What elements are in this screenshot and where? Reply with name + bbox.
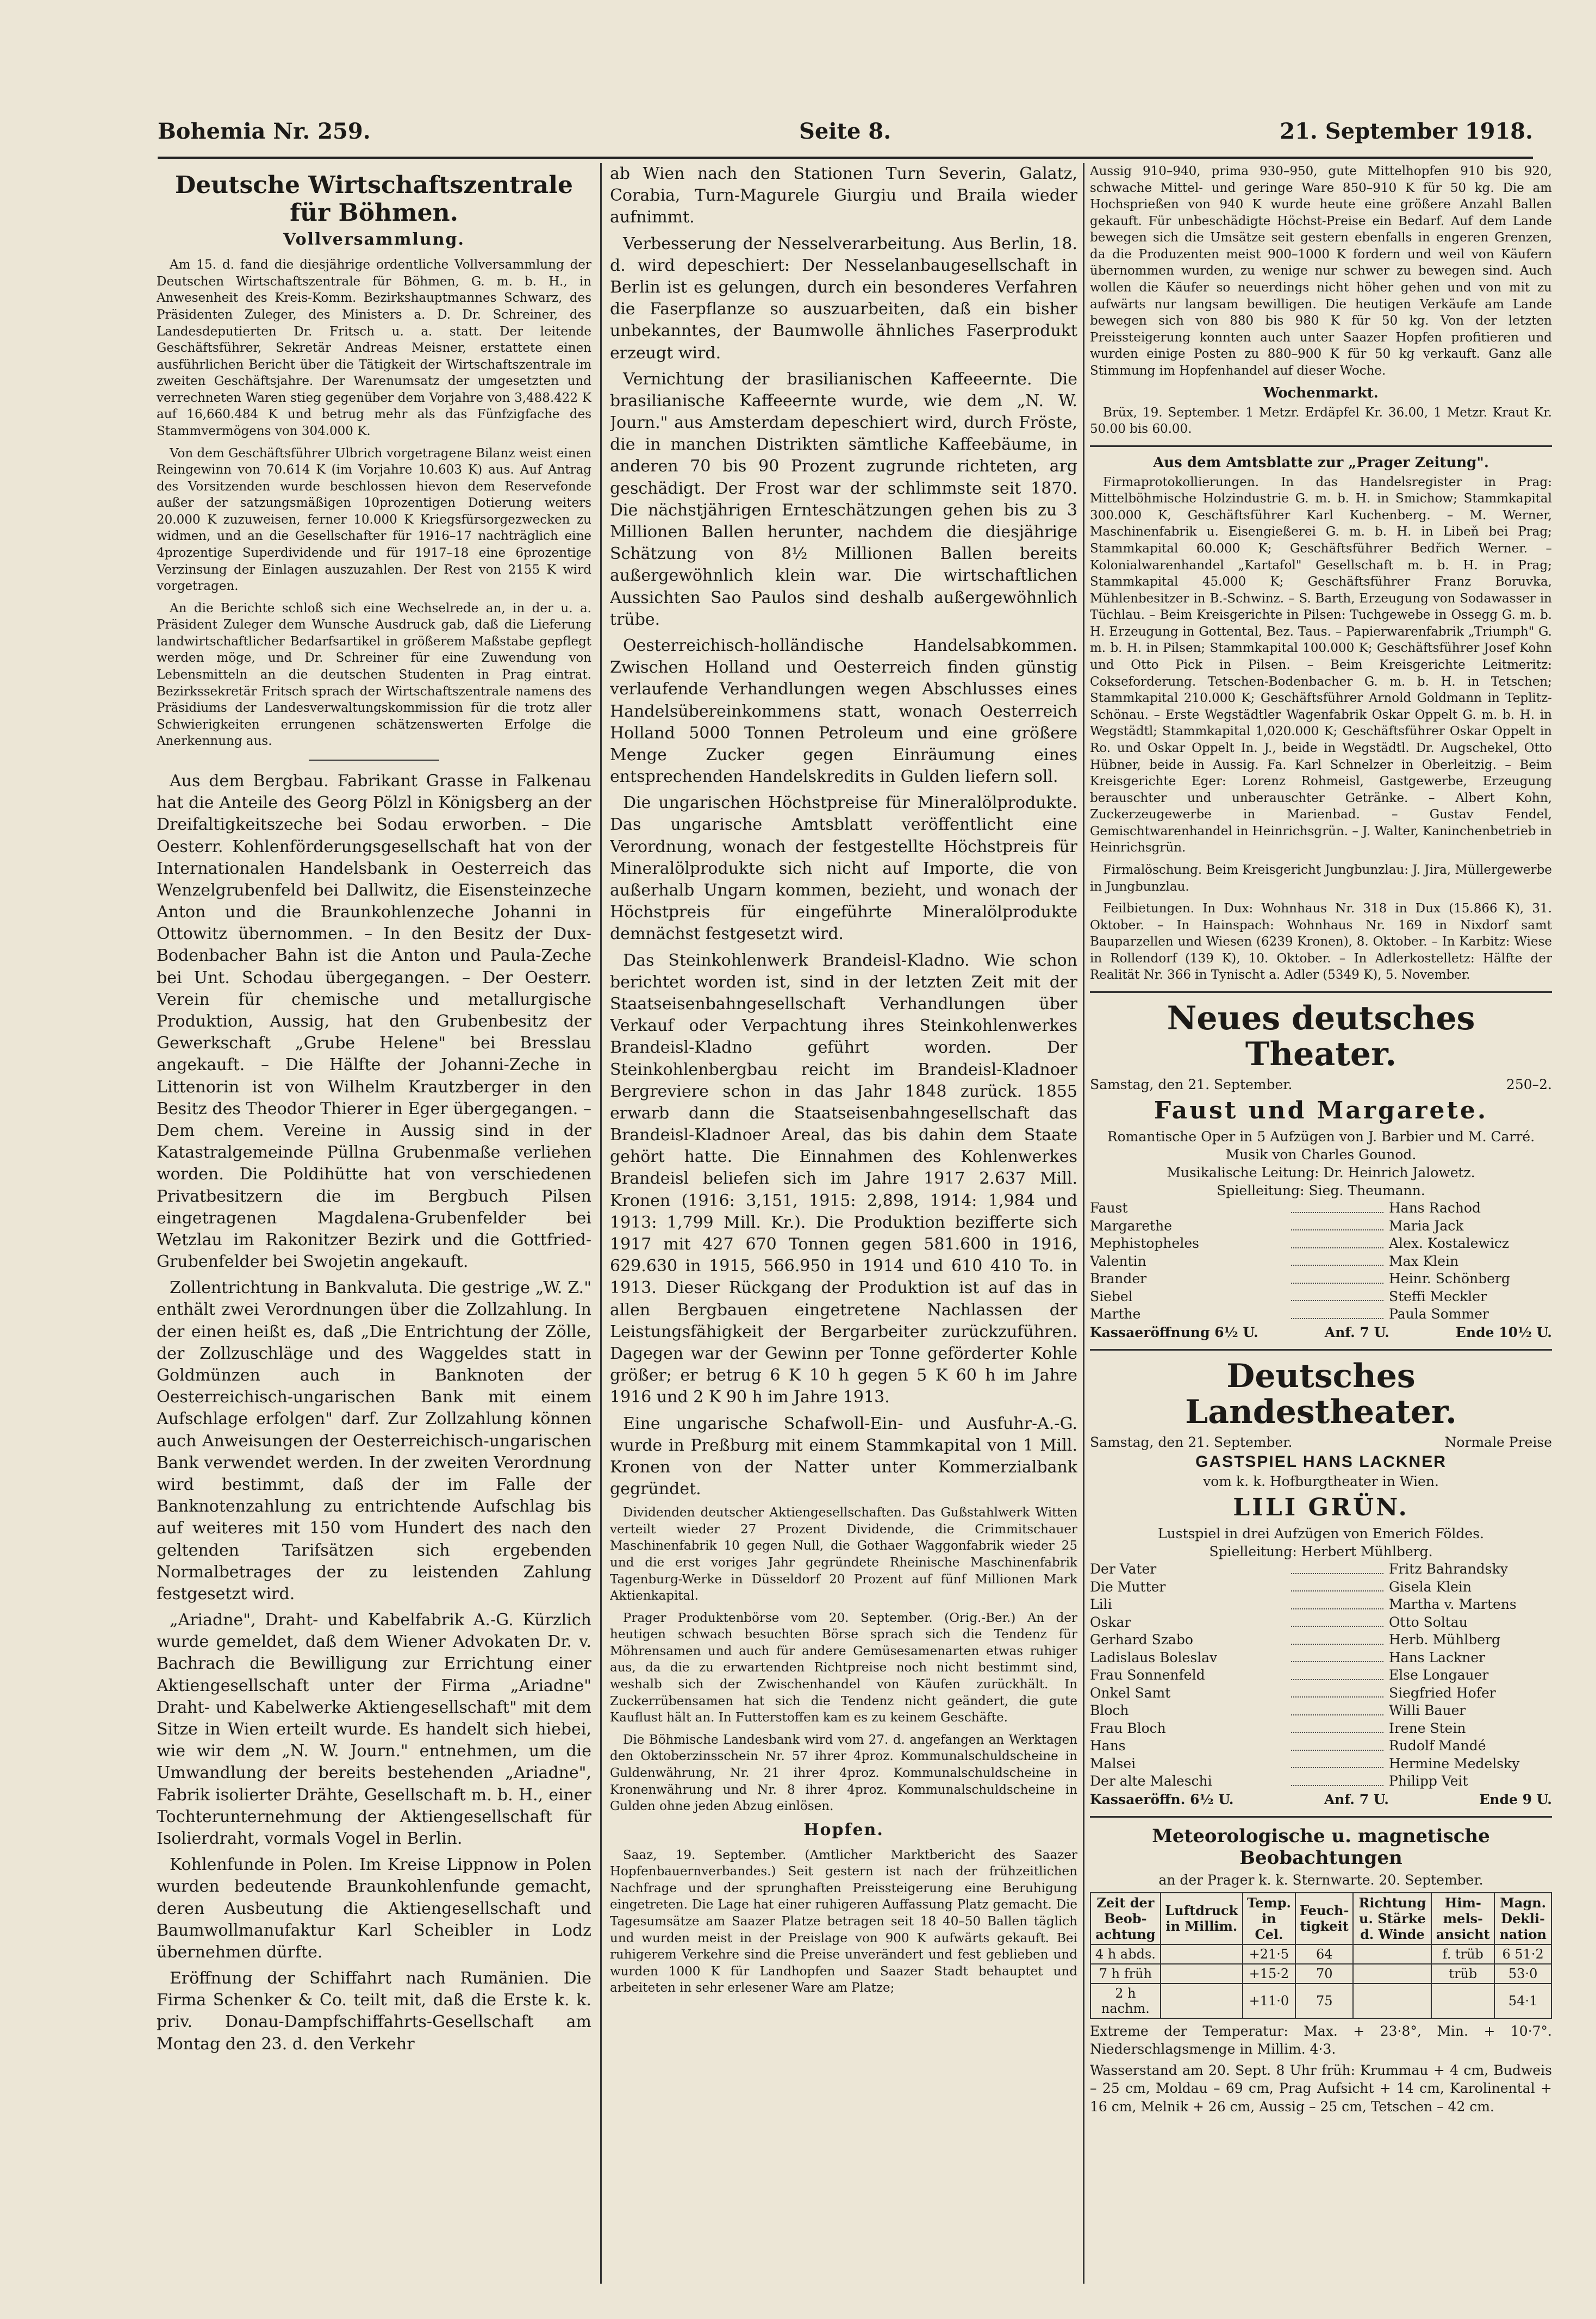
- theater-date-line: [1090, 1433, 1552, 1451]
- cast-actor: Martha v. Martens: [1389, 1596, 1517, 1613]
- column-rule: [600, 163, 602, 2284]
- performance-date: Samstag, den 21. September.: [1090, 1434, 1293, 1450]
- cast-row: [1090, 1684, 1552, 1702]
- weather-cell: 4 h abds.: [1090, 1944, 1161, 1964]
- weather-cell: 64: [1295, 1944, 1354, 1964]
- cast-actor: Hans Rachod: [1389, 1200, 1481, 1216]
- weather-cell: 75: [1295, 1984, 1354, 2018]
- news-item: Die ungarischen Höchstpreise für Mineralölprodukte. Das ungarische Amtsblatt veröffentlicht eine Verordnung, wonach der festgestellte Höchstpreis für Mineralölprodukte sich nicht auf Importe, die von außerhalb Ungarn kommen, bezieht, und wonach der Höchstpreis für eingeführte Mineralölprodukte demnächst festgesetzt wird.: [610, 793, 1077, 944]
- article-subhead: Vollversammlung.: [283, 230, 465, 250]
- separator: [309, 760, 439, 761]
- play-description: Romantische Oper in 5 Aufzügen von J. Barbier und M. Carré. Musik von Charles Gounod.: [1107, 1129, 1535, 1163]
- section-title: Wochenmarkt.: [1263, 384, 1379, 401]
- play-description: Lustspiel in drei Aufzügen von Emerich Földes.: [1158, 1526, 1484, 1542]
- cast-role: Frau Bloch: [1090, 1720, 1166, 1736]
- performance-date: Samstag, den 21. September.: [1090, 1077, 1293, 1093]
- column-2: [610, 163, 1077, 2289]
- weather-cell: trüb: [1431, 1964, 1494, 1984]
- cast-role: Siebel: [1090, 1288, 1133, 1304]
- news-item: Vernichtung der brasilianischen Kaffeeernte. Die brasilianische Kaffeeernte wurde, wie dem „N. W. Journ." aus Amsterdam depeschiert wird, durch Fröste, die in manchen Distrikten sämtliche Kaffeebäume, in anderen 70 bis 90 Prozent zugrunde richteten, arg geschädigt. Der Frost war der schlimmste seit 1870. Die nächstjährigen Ernteschätzungen gehen bis zu 3 Millionen Ballen herunter, nachdem die diesjährige Schätzung von 8½ Millionen Ballen bereits außergewöhnlich klein war. Die wirtschaftlichen Aussichten Sao Paulos sind deshalb außergewöhnlich trübe.: [610, 369, 1077, 629]
- news-item: Dividenden deutscher Aktiengesellschaften. Das Gußstahlwerk Witten verteilt wieder 27 Prozent Dividende, die Crimmitschauer Maschinenfabrik 10 gegen Null, die Gothaer Waggonfabrik wieder 25 und die erst voriges Jahr gegründete Rheinische Maschinenfabrik Tagenburg-Werke in Düsseldorf 20 Prozent auf fünf Millionen Mark Aktienkapital.: [610, 1506, 1077, 1603]
- cast-role: Oskar: [1090, 1614, 1131, 1630]
- cast-row: [1090, 1305, 1552, 1323]
- weather-header: Luftdruck in Millim.: [1161, 1893, 1243, 1944]
- separator: [1090, 445, 1552, 447]
- cast-actor: Paula Sommer: [1389, 1306, 1489, 1322]
- cast-role: Mephistopheles: [1090, 1235, 1199, 1252]
- cast-list: [1090, 1560, 1552, 1790]
- news-item: Oesterreichisch-holländische Handelsabkommen. Zwischen Holland und Oesterreich finden günstig verlaufende Verhandlungen wegen Abschlusses eines Handelsübereinkommens statt, wonach Oesterreich Holland 5000 Tonnen Petroleum und eine größere Menge Zucker gegen Einräumung eines entsprechenden Handelskredits in Gulden liefern soll.: [610, 636, 1077, 787]
- cast-role: Valentin: [1090, 1253, 1146, 1269]
- news-item: Verbesserung der Nesselverarbeitung. Aus Berlin, 18. d. wird depeschiert: Der Nesselanbaugesellschaft in Berlin ist es gelungen, durch ein besonderes Verfahren die Faserpflanze so auszuarbeiten, daß ein bisher unbekanntes, der Baumwolle ähnliches Faserprodukt erzeugt wird.: [610, 234, 1077, 363]
- weather-row: [1090, 1964, 1551, 1984]
- cast-actor: Gisela Klein: [1389, 1578, 1472, 1595]
- column-3: [1090, 163, 1552, 2289]
- cast-row: [1090, 1702, 1552, 1720]
- cast-row: [1090, 1235, 1552, 1253]
- weather-cell: [1161, 1964, 1243, 1984]
- news-item: Die Böhmische Landesbank wird vom 27. d. angefangen an Werktagen den Oktoberzinsschein Nr. 57 ihrer 4proz. Kommunalschuldscheine in Guldenwährung, Nr. 21 ihrer 4proz. Kommunalschuldscheine in Kronenwährung und Nr. 8 ihrer 4proz. Kommunalschuldscheine in Gulden ohne jeden Abzug einlösen.: [610, 1732, 1077, 1814]
- play-title: Faust und Margarete.: [1154, 1097, 1488, 1125]
- performance-number: 250–2.: [1506, 1077, 1552, 1093]
- end-time: Ende 9 U.: [1479, 1791, 1552, 1807]
- weather-note: Extreme der Temperatur: Max. + 23·8°, Min. + 10·7°. Niederschlagsmenge in Millim. 4·3.: [1090, 2023, 1552, 2057]
- cast-role: Onkel Samt: [1090, 1684, 1171, 1701]
- section-subhead: Hopfen.: [803, 1820, 884, 1839]
- cast-role: Die Mutter: [1090, 1578, 1166, 1595]
- weather-cell: [1353, 1944, 1431, 1964]
- weather-cell: +11·0: [1243, 1984, 1295, 2018]
- cast-row: [1090, 1773, 1552, 1790]
- news-item: Aussig 910–940, prima 930–950, gute Mittelhopfen 910 bis 920, schwache Mittel- und geringe Ware 850–910 K für 50 kg. Die am Hochsprießen von 940 K wurde heute eine größere Anzahl Ballen gekauft. Für unbeschädigte Höchst-Preise ein Bedarf. Auf dem Lande bewegen sich die Umsätze seit gestern ebenfalls in engeren Grenzen, da die Produzenten meist 900–1000 K fordern und weil von Käufern übernommen wurden, zu wenige nur schwer zu bewegen sind. Auch wollen die Käufer so neuerdings nicht höher gehen und von mit zu aufwärts nur langsam bewilligen. Die heutigen Verkäufe am Lande bewegen sich von 880 bis 980 K für 50 kg. Von der letzten Preissteigerung konnten auch unter Saazer Hopfen profitieren und wurden einige Posten zu 880–900 K für 50 kg verkauft. Ganz alle Stimmung im Hopfenhandel auf dieser Woche.: [1090, 164, 1552, 378]
- cast-actor: Hans Lackner: [1389, 1649, 1486, 1665]
- cast-row: [1090, 1614, 1552, 1632]
- weather-cell: [1353, 1964, 1431, 1984]
- guest-origin: vom k. k. Hofburgtheater in Wien.: [1203, 1474, 1439, 1490]
- cast-row: [1090, 1199, 1552, 1217]
- cast-row: [1090, 1217, 1552, 1235]
- guest-performance: GASTSPIEL HANS LACKNER: [1195, 1452, 1447, 1471]
- news-item: ab Wien nach den Stationen Turn Severin, Galatz, Corabia, Turn-Magurele Giurgiu und Braila wieder aufnimmt.: [610, 164, 1077, 227]
- box-office-time: Kassaeröffnung 6½ U.: [1090, 1324, 1258, 1340]
- news-item: Zollentrichtung in Bankvaluta. Die gestrige „W. Z." enthält zwei Verordnungen über die Zollzahlung. In der einen heißt es, daß „Die Entrichtung der Zölle, der Zollzuschläge und des Waggeldes statt in Goldmünzen auch in Banknoten der Oesterreichisch-ungarischen Bank mit einem Aufschlage erfolgen" darf. Zur Zollzahlung können auch Anweisungen der Oesterreichisch-ungarischen Bank verwendet werden. In der zweiten Verordnung wird bestimmt, daß der im Falle der Banknotenzahlung zu entrichtende Aufschlag bis auf weiteres mit 150 vom Hundert des nach den geltenden Tarifsätzen sich ergebenden Normalbetrages der zu leistenden Zahlung festgesetzt wird.: [157, 1278, 591, 1603]
- separator: [1090, 1816, 1552, 1818]
- theater-times: [1090, 1790, 1552, 1808]
- page-number: Seite 8.: [799, 119, 891, 144]
- box-office-time: Kassaeröffn. 6½ U.: [1090, 1791, 1234, 1807]
- article-paragraph: Am 15. d. fand die diesjährige ordentliche Vollversammlung der Deutschen Wirtschaftszentrale für Böhmen, G. m. b. H., in Anwesenheit des Kreis-Komm. Bezirkshauptmannes Schwarz, des Präsidenten Zuleger, des Ministers a. D. Dr. Schreiner, des Landesdeputierten Dr. Fritsch u. a. statt. Der leitende Geschäftsführer, Sekretär Andreas Meisner, erstattete einen ausführlichen Bericht über die Tätigkeit der Wirtschaftszentrale im zweiten Geschäftsjahre. Der Warenumsatz der umgesetzten und verrechneten Waren stieg gegenüber dem Vorjahre von 3,488.422 K auf 16,660.484 K und betrug mehr als das Fünfzigfache des Stammvermögens von 304.000 K.: [157, 258, 591, 438]
- cast-role: Frau Sonnenfeld: [1090, 1667, 1205, 1683]
- cast-actor: Heinr. Schönberg: [1389, 1271, 1510, 1287]
- cast-role: Der alte Maleschi: [1090, 1773, 1212, 1789]
- cast-row: [1090, 1560, 1552, 1578]
- weather-cell: [1431, 1984, 1494, 2018]
- cast-row: [1090, 1578, 1552, 1596]
- weather-cell: [1161, 1944, 1243, 1964]
- weather-cell: f. trüb: [1431, 1944, 1494, 1964]
- news-item: Aus dem Bergbau. Fabrikant Grasse in Falkenau hat die Anteile des Georg Pölzl in Königsberg an der Dreifaltigkeitszeche bei Sodau erworben. – Die Oesterr. Kohlenförderungsgesellschaft hat von der Internationalen Handelsbank in Oesterreich das Wenzelgrubenfeld bei Dallwitz, die Eisensteinzeche Anton und die Braunkohlenzeche Johanni in Ottowitz übernommen. – In den Besitz der Dux-Bodenbacher Bahn ist die Anton und Paula-Zeche bei Unt. Schodau übergegangen. – Der Oesterr. Verein für chemische und metallurgische Produktion, Aussig, hat den Grubenbesitz der Gewerkschaft „Grube Helene" bei Bresslau angekauft. – Die Hälfte der Johanni-Zeche in Littenorin ist von Wilhelm Krautzberger in den Besitz des Theodor Thierer in Eger übergegangen. – Dem chem. Vereine in Aussig sind in der Katastralgemeinde Püllna Grubenmaße verliehen worden. Die Poldihütte hat von verschiedenen Privatbesitzern die im Bergbuch Pilsen eingetragenen Magdalena-Grubenfelder bei Wetzlau im Rakonitzer Bezirk und die Gottfried-Grubenfelder bei Swojetin angekauft.: [157, 771, 591, 1272]
- cast-role: Hans: [1090, 1738, 1126, 1754]
- weather-cell: +21·5: [1243, 1944, 1295, 1964]
- weather-note: Wasserstand am 20. Sept. 8 Uhr früh: Krummau + 4 cm, Budweis – 25 cm, Moldau – 69 cm, Prag Aufsicht + 14 cm, Karolinental + 16 cm, Melnik + 26 cm, Aussig – 25 cm, Tetschen – 42 cm.: [1090, 2062, 1552, 2115]
- cast-row: [1090, 1720, 1552, 1738]
- theater-title: Deutsches Landestheater.: [1185, 1357, 1457, 1431]
- cast-role: Der Vater: [1090, 1561, 1157, 1577]
- weather-header-row: [1090, 1893, 1551, 1944]
- column-rule: [1083, 163, 1084, 2284]
- cast-actor: Maria Jack: [1389, 1217, 1464, 1234]
- cast-actor: Siegfried Hofer: [1389, 1684, 1496, 1701]
- cast-actor: Otto Soltau: [1389, 1614, 1468, 1630]
- registry-notices: Firmaprotokollierungen. In das Handelsregister in Prag: Mittelböhmische Holzindustrie G. m. b. H. in Smichow; Stammkapital 300.000 K, Geschäftsführer Karl Kuchenberg. – M. Werner, Maschinenfabrik u. Eisengießerei G. m. b. H. in Libeň bei Prag; Stammkapital 60.000 K; Geschäftsführer Bedřich Werner. – Kolonialwarenhandel „Kartafol" Gesellschaft m. b. H. in Prag; Stammkapital 45.000 K; Geschäftsführer Franz Boruvka, Mühlenbesitzer in B.-Schwinz. – S. Barth, Erzeugung von Sodawasser in Tüchlau. – Beim Kreisgerichte in Pilsen: Tuchgewebe in Ossegg G. m. b. H. Erzeugung in Gottental, Bez. Taus. – Papierwarenfabrik „Triumph" G. m. b. H. in Pilsen; Stammkapital 100.000 K; Geschäftsführer Josef Kohn und Otto Pick in Pilsen. – Beim Kreisgerichte Leitmeritz: Cokseforderung. Tetschen-Bodenbacher G. m. b. H. in Tetschen; Stammkapital 210.000 K; Geschäftsführer Arnold Goldmann in Teplitz-Schönau. – Erste Wegstädtler Wagenfabrik Oskar Oppelt G. m. b. H. in Wegstädtl; Stammkapital 1,020.000 K; Geschäftsführer Oskar Oppelt in Ro. und Oskar Oppelt In. J., beide in Wegstädtl. Dr. Augschekel, Otto Hübner, beide in Aussig. Fa. Karl Schnelzer in Oberleitzig. – Beim Kreisgerichte Eger: Lorenz Rohmeisl, Gastgewerbe, Erzeugung berauschter und unberauschter Getränke. – Albert Kohn, Zuckerzeugewerbe in Marienbad. – Gustav Fendel, Gemischtwarenhandel in Heinrichsgrün. – J. Walter, Kaninchenbetrieb in Heinrichsgrün.: [1090, 475, 1552, 855]
- column-1: [157, 163, 591, 2289]
- play-description: Spielleitung: Sieg. Theumann.: [1217, 1183, 1425, 1199]
- weather-header: Zeit der Beob-achtung: [1090, 1893, 1161, 1944]
- cast-actor: Alex. Kostalewicz: [1389, 1235, 1510, 1252]
- article-headline: Deutsche Wirtschaftszentrale für Böhmen.: [175, 171, 573, 227]
- weather-row: [1090, 1944, 1551, 1964]
- separator: [1090, 1349, 1552, 1351]
- weather-header: Temp. in Cel.: [1243, 1893, 1295, 1944]
- registry-notices: Feilbietungen. In Dux: Wohnhaus Nr. 318 in Dux (15.866 K), 31. Oktober. – In Hainspach: Wohnhaus Nr. 169 in Nixdorf samt Bauparzellen und Wiesen (6239 Kronen), 8. Oktober. – In Karbitz: Wiese in Rollendorf (139 K), 10. Oktober. – In Adlerkostelletz: Hälfte der Realität Nr. 366 in Tynischt a. Adler (5349 K), 5. November.: [1090, 902, 1552, 983]
- cast-actor: Herb. Mühlberg: [1389, 1632, 1500, 1648]
- weather-cell: 2 h nachm.: [1090, 1984, 1161, 2018]
- cast-row: [1090, 1631, 1552, 1649]
- cast-row: [1090, 1253, 1552, 1271]
- news-item: Das Steinkohlenwerk Brandeisl-Kladno. Wie schon berichtet worden ist, sind in der letzten Zeit mit der Staatseisenbahngesellschaft Verhandlungen über Verkauf oder Verpachtung ihres Steinkohlenwerkes Brandeisl-Kladno geführt worden. Der Steinkohlenbergbau reicht im Brandeisl-Kladnoer Bergreviere schon in das Jahr 1848 zurück. 1855 erwarb dann die Staatseisenbahngesellschaft das Brandeisl-Kladnoer Areal, das bis dahin dem Staate gehört hatte. Die Einnahmen des Kohlenwerkes Brandeisl beliefen sich im Jahre 1917 2.637 Mill. Kronen (1916: 3,151, 1915: 2,898, 1914: 1,984 und 1913: 1,799 Mill. Kr.). Die Produktion bezifferte sich 1917 mit 427 670 Tonnen gegen 581.600 in 1916, 629.630 in 1915, 566.950 in 1914 und 610 410 To. in 1913. Dieser Rückgang der Produktion ist auf das in allen Bergbauen eingetretene Nachlassen der Leistungsfähigkeit der Bergarbeiter zurückzuführen. Dagegen war der Gewinn per Tonne geförderter Kohle größer; er betrug 6 K 10 h gegen 5 K 60 h im Jahre 1916 und 2 K 90 h im Jahre 1913.: [610, 950, 1077, 1407]
- play-description: Musikalische Leitung: Dr. Heinrich Jalowetz.: [1167, 1165, 1475, 1181]
- cast-role: Bloch: [1090, 1702, 1129, 1719]
- weather-cell: [1353, 1984, 1431, 2018]
- news-item: Eine ungarische Schafwoll-Ein- und Ausfuhr-A.-G. wurde in Preßburg mit einem Stammkapital von 1 Mill. Kronen von der Natter unter Kommerzialbank gegründet.: [610, 1414, 1077, 1499]
- weather-cell: +15·2: [1243, 1964, 1295, 1984]
- cast-actor: Willi Bauer: [1389, 1702, 1466, 1719]
- cast-role: Margarethe: [1090, 1217, 1173, 1234]
- cast-role: Faust: [1090, 1200, 1128, 1216]
- news-item: Kohlenfunde in Polen. Im Kreise Lippnow in Polen wurden bedeutende Braunkohlenfunde gemacht, deren Ausbeutung die Aktiengesellschaft und Baumwollmanufaktur Karl Scheibler in Lodz übernehmen dürfte.: [157, 1855, 591, 1962]
- registry-notices: Firmalöschung. Beim Kreisgericht Jungbunzlau: J. Jira, Müllergewerbe in Jungbunzlau.: [1090, 862, 1552, 894]
- start-time: Anf. 7 U.: [1324, 1791, 1389, 1807]
- cast-actor: Philipp Veit: [1389, 1773, 1468, 1789]
- cast-row: [1090, 1288, 1552, 1306]
- news-item: Eröffnung der Schiffahrt nach Rumänien. Die Firma Schenker & Co. teilt mit, daß die Erste k. k. priv. Donau-Dampfschiffahrts-Gesellschaft am Montag den 23. d. den Verkehr: [157, 1969, 591, 2054]
- weather-cell: 53·0: [1494, 1964, 1551, 1984]
- cast-row: [1090, 1649, 1552, 1667]
- newspaper-issue: Bohemia Nr. 259.: [158, 119, 371, 144]
- weather-cell: 54·1: [1494, 1984, 1551, 2018]
- page-header: [158, 119, 1533, 159]
- news-item: Saaz, 19. September. (Amtlicher Marktbericht des Saazer Hopfenbauernverbandes.) Seit gestern ist nach der frühzeitlichen Nachfrage und der sprunghaften Preissteigerung eine Beruhigung eingetreten. Die Lage hat einer ruhigeren Auffassung Platz gemacht. Die Tagesumsätze am Saazer Platze betragen seit 18 40–50 Ballen täglich und wurden meist in der Preislage von 900 K aufwärts gekauft. Bei ruhigerem Verkehre sind die Preise unverändert und fest geblieben und wurden 1000 K für Landhopfen und Saazer Stadt behauptet und arbeiteten in sehr erlesener Ware am Platze;: [610, 1848, 1077, 1995]
- market-report: Brüx, 19. September. 1 Metzr. Erdäpfel Kr. 36.00, 1 Metzr. Kraut Kr. 50.00 bis 60.00.: [1090, 405, 1552, 437]
- cast-list: [1090, 1199, 1552, 1323]
- play-title: LILI GRÜN.: [1233, 1494, 1409, 1522]
- cast-actor: Fritz Bahrandsky: [1389, 1561, 1508, 1577]
- weather-table: [1090, 1892, 1552, 2019]
- cast-actor: Else Longauer: [1389, 1667, 1489, 1683]
- weather-subtitle: an der Prager k. k. Sternwarte. 20. September.: [1158, 1872, 1483, 1888]
- separator: [1090, 991, 1552, 993]
- section-title: Aus dem Amtsblatte zur „Prager Zeitung".: [1153, 454, 1489, 471]
- cast-role: Ladislaus Boleslav: [1090, 1649, 1218, 1665]
- weather-cell: 70: [1295, 1964, 1354, 1984]
- cast-row: [1090, 1596, 1552, 1614]
- start-time: Anf. 7 U.: [1324, 1324, 1389, 1340]
- weather-header: Magn. Dekli-nation: [1494, 1893, 1551, 1944]
- theater-times: [1090, 1323, 1552, 1341]
- price-note: Normale Preise: [1444, 1434, 1552, 1450]
- weather-header: Feuch-tigkeit: [1295, 1893, 1354, 1944]
- cast-actor: Max Klein: [1389, 1253, 1459, 1269]
- play-description: Spielleitung: Herbert Mühlberg.: [1209, 1544, 1433, 1560]
- cast-row: [1090, 1270, 1552, 1288]
- weather-title: Meteorologische u. magnetische Beobachtungen: [1152, 1825, 1490, 1869]
- theater-date-line: [1090, 1075, 1552, 1093]
- weather-header: Him-mels-ansicht: [1431, 1893, 1494, 1944]
- weather-row: [1090, 1984, 1551, 2018]
- cast-actor: Irene Stein: [1389, 1720, 1466, 1736]
- end-time: Ende 10½ U.: [1455, 1324, 1552, 1340]
- news-item: Prager Produktenbörse vom 20. September. (Orig.-Ber.) An der heutigen schwach besuchten Börse sprach sich die Tendenz für Möhrensamen und auch für andere Gemüsesamenarten etwas ruhiger aus, da die zu erwartenden Richtpreise noch nicht bestimmt sind, weshalb sich der Zwischenhandel von Käufen zurückhält. In Zuckerrübensamen hat sich die Tendenz nicht geändert, die gute Kauflust hält an. In Futterstoffen kam es zu keinem Geschäfte.: [610, 1611, 1077, 1725]
- cast-role: Gerhard Szabo: [1090, 1632, 1193, 1648]
- cast-role: Brander: [1090, 1271, 1147, 1287]
- article-paragraph: An die Berichte schloß sich eine Wechselrede an, in der u. a. Präsident Zuleger dem Wunsche Ausdruck gab, daß die Lieferung landwirtschaftlicher Bedarfsartikel in größerem Maßstabe gepflegt werden möge, und Dr. Schreiner für eine Zuwendung von Lebensmitteln an die deutschen Studenten in Prag eintrat. Bezirkssekretär Fritsch sprach der Wirtschaftszentrale namens des Präsidiums der Landesverwaltungskommission für die trotz aller Schwierigkeiten errungenen schätzenswerten Erfolge die Anerkennung aus.: [157, 601, 591, 749]
- cast-actor: Hermine Medelsky: [1389, 1755, 1520, 1771]
- cast-row: [1090, 1667, 1552, 1684]
- cast-row: [1090, 1755, 1552, 1773]
- weather-cell: [1161, 1984, 1243, 2018]
- news-item: „Ariadne", Draht- und Kabelfabrik A.-G. Kürzlich wurde gemeldet, daß dem Wiener Advokaten Dr. v. Bachrach die Bewilligung zur Errichtung einer Aktiengesellschaft unter der Firma „Ariadne" Draht- und Kabelwerke Aktiengesellschaft" mit dem Sitze in Wien erteilt wurde. Es handelt sich hiebei, wie wir dem „N. W. Journ." entnehmen, um die Umwandlung der bereits bestehenden „Ariadne", Fabrik isolierter Drähte, Gesellschaft m. b. H., einer Tochterunternehmung der Aktiengesellschaft für Isolierdraht, vormals Vogel in Berlin.: [157, 1611, 591, 1848]
- cast-row: [1090, 1737, 1552, 1755]
- issue-date: 21. September 1918.: [1280, 119, 1533, 144]
- cast-actor: Rudolf Mandé: [1389, 1738, 1486, 1754]
- article-paragraph: Von dem Geschäftsführer Ulbrich vorgetragene Bilanz weist einen Reingewinn von 70.614 K (im Vorjahre 10.603 K) aus. Auf Antrag des Vorsitzenden wurde beschlossen hievon dem Reservefonde außer der satzungsmäßigen 10prozentigen Dotierung weiters 20.000 K zuzuweisen, ferner 10.000 K Kriegsfürsorgezwecken zu widmen, und an die Gesellschafter für 1916–17 nachträglich eine 4prozentige Superdividende und für 1917–18 eine 6prozentige Verzinsung der Einlagen auszuzahlen. Der Rest von 2155 K wird vorgetragen.: [157, 446, 591, 594]
- weather-cell: 6 51·2: [1494, 1944, 1551, 1964]
- cast-actor: Steffi Meckler: [1389, 1288, 1487, 1304]
- weather-header: Richtung u. Stärke d. Winde: [1353, 1893, 1431, 1944]
- cast-role: Lili: [1090, 1596, 1112, 1613]
- theater-title: Neues deutsches Theater.: [1167, 999, 1475, 1074]
- weather-cell: 7 h früh: [1090, 1964, 1161, 1984]
- cast-role: Malsei: [1090, 1755, 1136, 1771]
- cast-role: Marthe: [1090, 1306, 1141, 1322]
